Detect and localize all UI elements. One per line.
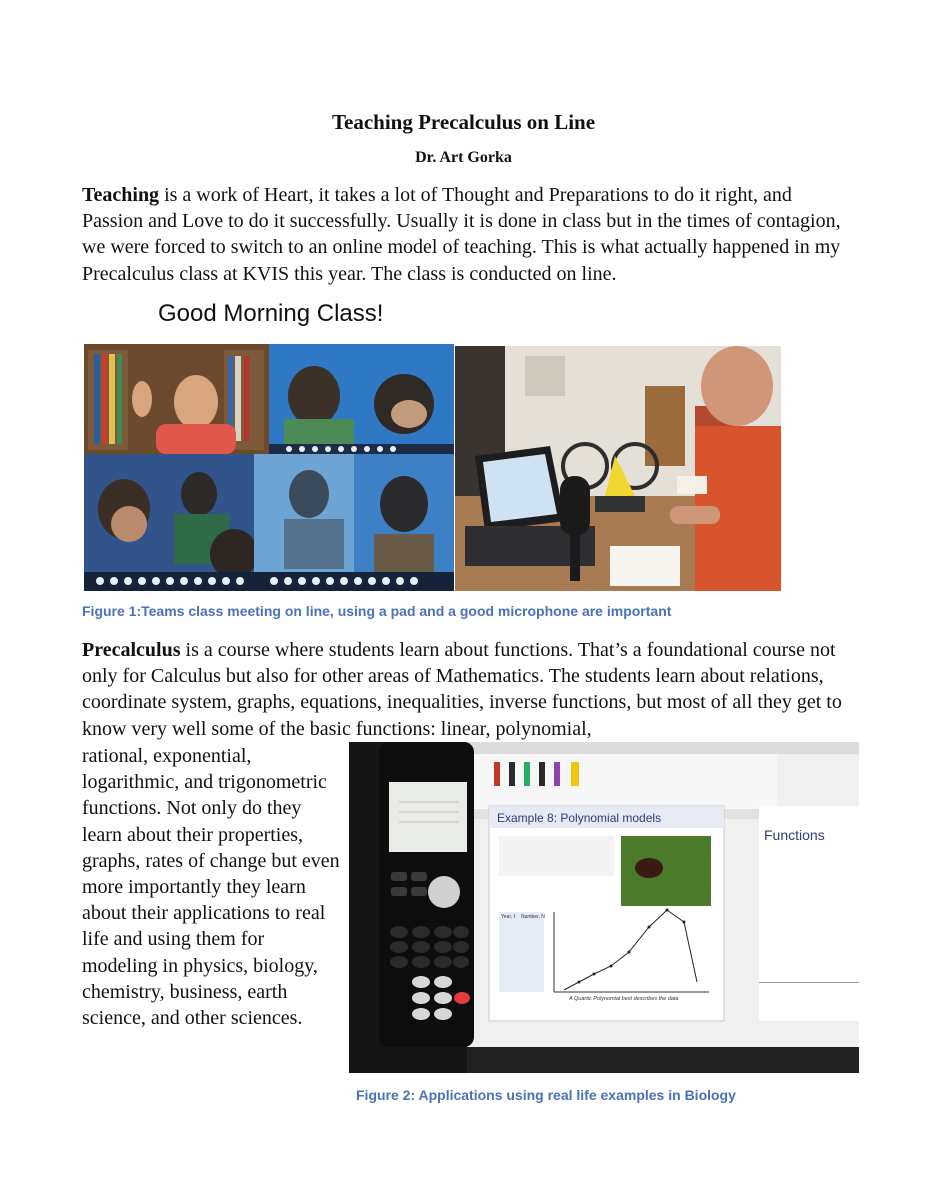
intro-lead-word: Teaching [82,184,160,206]
intro-text: is a work of Heart, it takes a lot of Thought and Preparations to do it right, and Passion and Love to do it successfully. Usually it is done in class but in the times of contagion, we were forced to switch to an online model of teaching. This is what actually happened in my Precalculus class at KVIS this year. The class is conducted on line. [82,184,841,285]
slide-table-header-t: Year, t [501,914,515,920]
functions-paragraph: rational, exponential, logarithmic, and trigonometric functions. Not only do they learn about their properties, graphs, rates of change but even more importantly they learn about their applications to real life and using them for modeling in physics, biology, chemistry, business, earth science, and other sciences. [82,745,340,1030]
intro-paragraph [82,182,852,287]
slide-table-header-n: Number, N [521,914,545,920]
slide-side-title: Functions [764,827,825,843]
slide-formula-caption: A Quartic Polynomial best describes the data [569,996,679,1002]
document-title: Teaching Precalculus on Line [331,110,596,134]
teams-meeting-photo [84,344,454,591]
calculator-and-slide-photo [349,742,859,1073]
precalculus-lead-word: Precalculus [82,639,181,661]
greeting-heading: Good Morning Class! [158,300,384,327]
slide-title: Example 8: Polynomial models [497,811,662,825]
figure2-caption: Figure 2: Applications using real life examples in Biology [356,1087,736,1103]
figure1-caption: Figure 1:Teams class meeting on line, using a pad and a good microphone are important [82,603,672,619]
precalculus-text: is a course where students learn about functions. That’s a foundational course not only for Calculus but also for other areas of Mathematics. The students learn about relations, coordinate system, graphs, equations, inequalities, inverse functions, but most of all they get to know very well some of the basic functions: linear, polynomial, [82,639,842,740]
teacher-desk-photo [455,346,781,591]
precalculus-paragraph [82,637,852,742]
document-author: Dr. Art Gorka [415,149,512,166]
